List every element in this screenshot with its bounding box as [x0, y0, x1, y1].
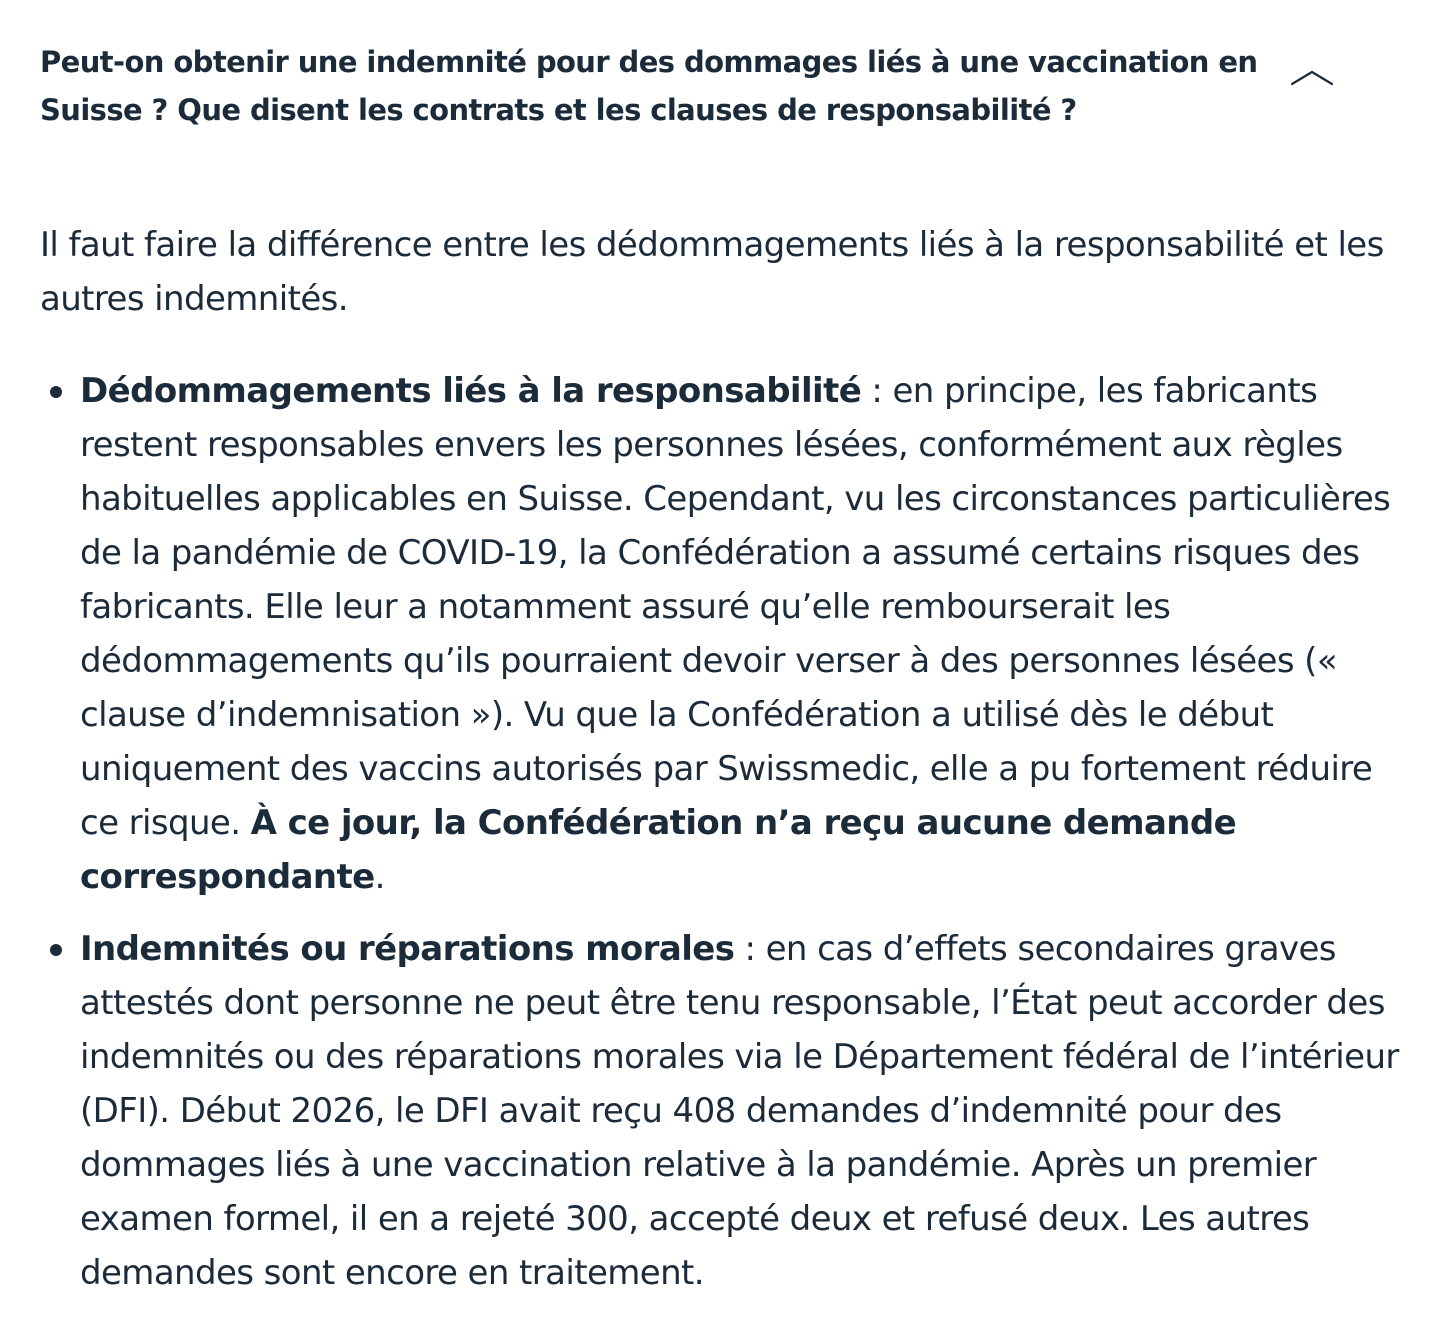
item-text: : en cas d’effets secondaires graves attestés dont personne ne peut être tenu responsable, l’État peut accorder des indemnités ou des réparations morales via le Département fédéral de l’intérieur (DFI). Début 2026, le DFI avait reçu 408 demandes d’indemnité pour des dommages liés à une vaccination relative à la pandémie. Après un premier examen formel, il en a rejeté 300, accepté deux et refusé deux. Les autres demandes sont encore en traitement. — [80, 929, 1399, 1293]
item-heading: Indemnités ou réparations morales — [80, 929, 735, 969]
item-emphasis: À ce jour, la Confédération n’a reçu aucune demande correspondante — [80, 803, 1237, 897]
item-text: : en principe, les fabricants restent responsables envers les personnes lésées, conformément aux règles habituelles applicables en Suisse. Cependant, vu les circonstances particulières de la pandémie de COVID-19, la Confédération a assumé certains risques des fabricants. Elle leur a notamment assuré qu’elle rembourserait les dédommagements qu’ils pourraient devoir verser à des personnes lésées (« clause d’indemnisation »). Vu que la Confédération a utilisé dès le début uniquement des vaccins autorisés par Swissmedic, elle a pu fortement réduire ce risque. — [80, 371, 1391, 843]
item-tail: . — [374, 857, 385, 897]
item-heading: Dédommagements liés à la responsabilité — [80, 371, 862, 411]
accordion-body — [40, 134, 1414, 1300]
accordion-header[interactable] — [40, 0, 1414, 134]
bullet-list — [40, 364, 1414, 1300]
chevron-up-icon[interactable] — [1290, 66, 1334, 88]
bullet-dot — [50, 386, 62, 398]
list-item-liability — [40, 364, 1414, 904]
bullet-dot — [50, 944, 62, 956]
intro-paragraph: Il faut faire la différence entre les dédommagements liés à la responsabilité et les autres indemnités. — [40, 225, 1384, 319]
list-item-compensation — [40, 922, 1414, 1300]
accordion-title[interactable]: Peut-on obtenir une indemnité pour des dommages liés à une vaccination en Suisse ? Que disent les contrats et les clauses de responsabilité ? — [40, 45, 1258, 127]
